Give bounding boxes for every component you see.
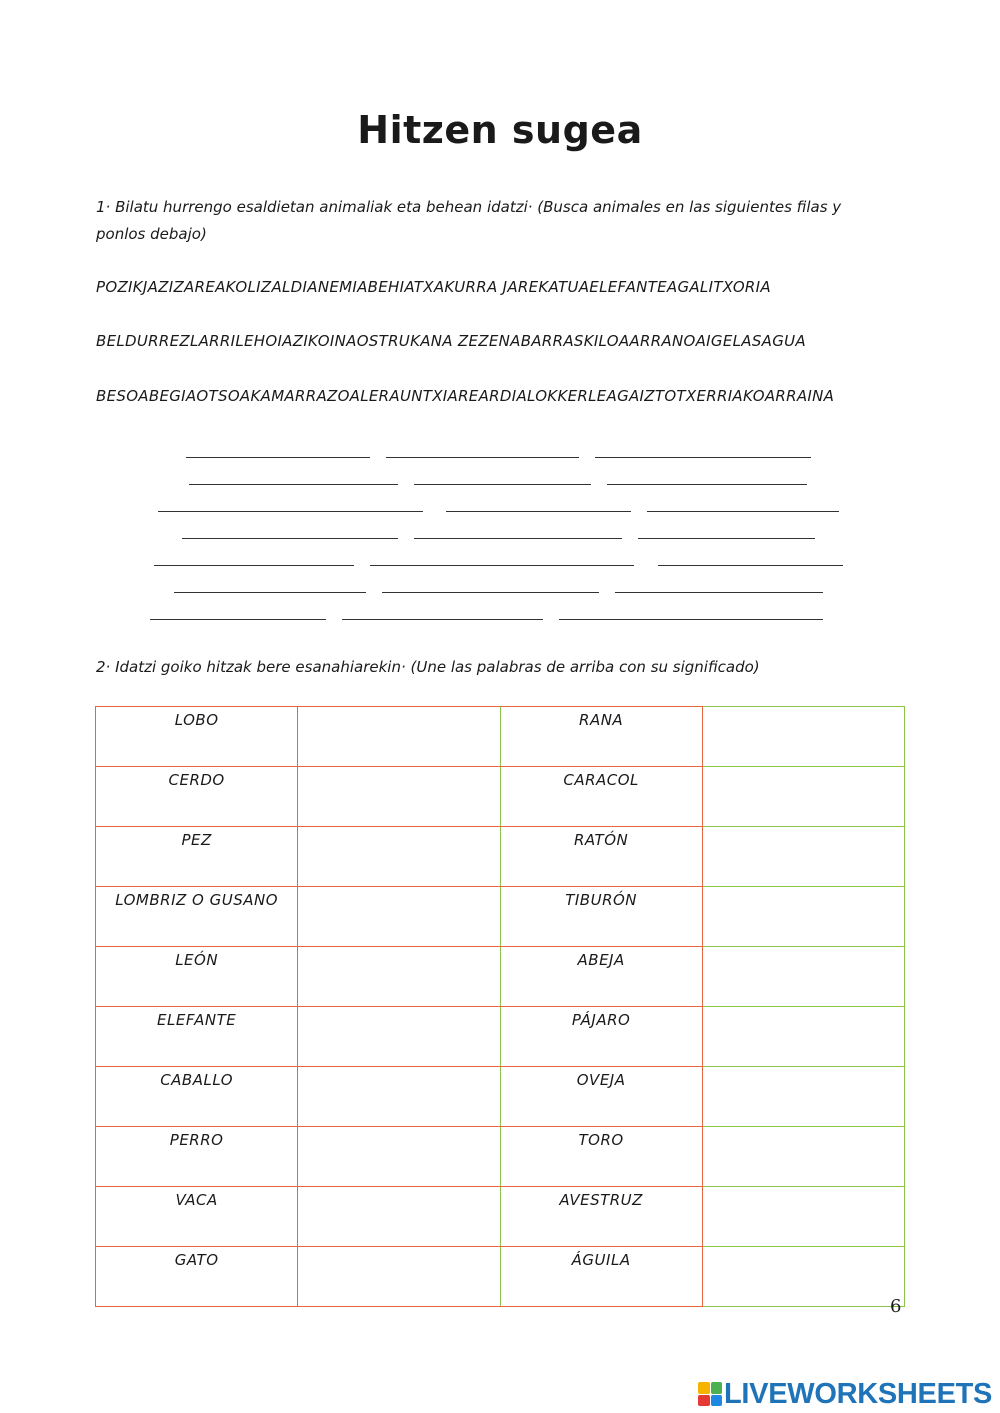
answer-blank[interactable] (446, 511, 631, 512)
answer-blank[interactable] (182, 538, 398, 539)
exercise-2-instruction: 2· Idatzi goiko hitzak bere esanahiarekin· (Une las palabras de arriba con su significado) (96, 658, 760, 676)
answer-cell[interactable] (702, 707, 904, 767)
table-row (96, 1067, 905, 1127)
spanish-word-cell: PERRO (96, 1127, 298, 1187)
answer-cell[interactable] (298, 947, 500, 1007)
answer-blank[interactable] (595, 457, 811, 458)
answer-blank-row (0, 457, 1000, 469)
matching-table (95, 706, 905, 1307)
logo-square (711, 1382, 723, 1394)
spanish-word-cell: LOBO (96, 707, 298, 767)
answer-blank-row (0, 565, 1000, 577)
answer-blank[interactable] (186, 457, 370, 458)
table-row (96, 1127, 905, 1187)
answer-cell[interactable] (298, 1007, 500, 1067)
page-title: Hitzen sugea (357, 108, 643, 152)
answer-blank[interactable] (150, 619, 326, 620)
answer-blank[interactable] (615, 592, 823, 593)
answer-cell[interactable] (702, 1247, 904, 1307)
answer-blank[interactable] (342, 619, 543, 620)
table-row (96, 767, 905, 827)
spanish-word-cell: LEÓN (96, 947, 298, 1007)
letter-line-2: BELDURREZLARRILEHOIAZIKOINAOSTRUKANA ZEZENABARRASKILOAARRANOAIGELASAGUA (96, 332, 806, 350)
answer-cell[interactable] (298, 707, 500, 767)
answer-blank[interactable] (638, 538, 815, 539)
answer-blank[interactable] (647, 511, 839, 512)
spanish-word-cell: TORO (500, 1127, 702, 1187)
spanish-word-cell: PEZ (96, 827, 298, 887)
answer-cell[interactable] (702, 827, 904, 887)
answer-blank-row (0, 484, 1000, 496)
table-row (96, 887, 905, 947)
table-row (96, 707, 905, 767)
brand-name: LIVEWORKSHEETS (724, 1377, 993, 1410)
answer-blank[interactable] (189, 484, 398, 485)
spanish-word-cell: ABEJA (500, 947, 702, 1007)
table-row (96, 947, 905, 1007)
answer-blank[interactable] (370, 565, 634, 566)
spanish-word-cell: RATÓN (500, 827, 702, 887)
answer-blank-row (0, 592, 1000, 604)
letter-line-3: BESOABEGIAOTSOAKAMARRAZOALERAUNTXIAREARDIALOKKERLEAGAIZTOTXERRIAKOARRAINA (96, 387, 835, 405)
answer-cell[interactable] (702, 1127, 904, 1187)
answer-blank[interactable] (386, 457, 579, 458)
answer-cell[interactable] (702, 947, 904, 1007)
answer-cell[interactable] (702, 767, 904, 827)
logo-square (698, 1395, 710, 1407)
answer-blank[interactable] (414, 484, 591, 485)
answer-cell[interactable] (702, 1067, 904, 1127)
answer-blank[interactable] (559, 619, 823, 620)
table-row (96, 1187, 905, 1247)
logo-square (698, 1382, 710, 1394)
table-row (96, 827, 905, 887)
answer-cell[interactable] (298, 1127, 500, 1187)
answer-cell[interactable] (702, 1187, 904, 1247)
answer-cell[interactable] (298, 1187, 500, 1247)
answer-blank[interactable] (158, 511, 423, 512)
table-row (96, 1247, 905, 1307)
spanish-word-cell: ÁGUILA (500, 1247, 702, 1307)
spanish-word-cell: CABALLO (96, 1067, 298, 1127)
answer-cell[interactable] (298, 827, 500, 887)
spanish-word-cell: TIBURÓN (500, 887, 702, 947)
spanish-word-cell: LOMBRIZ O GUSANO (96, 887, 298, 947)
answer-cell[interactable] (298, 1067, 500, 1127)
exercise-1-instruction: 1· Bilatu hurrengo esaldietan animaliak eta behean idatzi· (Busca animales en las siguientes filas y ponlos debajo) (96, 198, 842, 243)
answer-blank-row (0, 511, 1000, 523)
spanish-word-cell: CARACOL (500, 767, 702, 827)
answer-blank[interactable] (174, 592, 366, 593)
answer-blank-row (0, 619, 1000, 631)
spanish-word-cell: RANA (500, 707, 702, 767)
spanish-word-cell: PÁJARO (500, 1007, 702, 1067)
spanish-word-cell: ELEFANTE (96, 1007, 298, 1067)
spanish-word-cell: VACA (96, 1187, 298, 1247)
liveworksheets-icon (698, 1382, 722, 1406)
spanish-word-cell: CERDO (96, 767, 298, 827)
spanish-word-cell: GATO (96, 1247, 298, 1307)
spanish-word-cell: OVEJA (500, 1067, 702, 1127)
logo-square (711, 1395, 723, 1407)
spanish-word-cell: AVESTRUZ (500, 1187, 702, 1247)
answer-blank-row (0, 538, 1000, 550)
brand-logo (698, 1378, 992, 1410)
answer-blank[interactable] (658, 565, 843, 566)
answer-cell[interactable] (298, 767, 500, 827)
answer-cell[interactable] (702, 1007, 904, 1067)
answer-blank[interactable] (607, 484, 807, 485)
answer-cell[interactable] (298, 887, 500, 947)
answer-cell[interactable] (702, 887, 904, 947)
table-row (96, 1007, 905, 1067)
letter-line-1: POZIKJAZIZAREAKOLIZALDIANEMIABEHIATXAKURRA JAREKATUAELEFANTEAGALITXORIA (96, 278, 771, 296)
answer-cell[interactable] (298, 1247, 500, 1307)
answer-blank[interactable] (154, 565, 354, 566)
answer-blank[interactable] (414, 538, 622, 539)
page-number: 6 (890, 1296, 902, 1317)
answer-blank[interactable] (382, 592, 599, 593)
